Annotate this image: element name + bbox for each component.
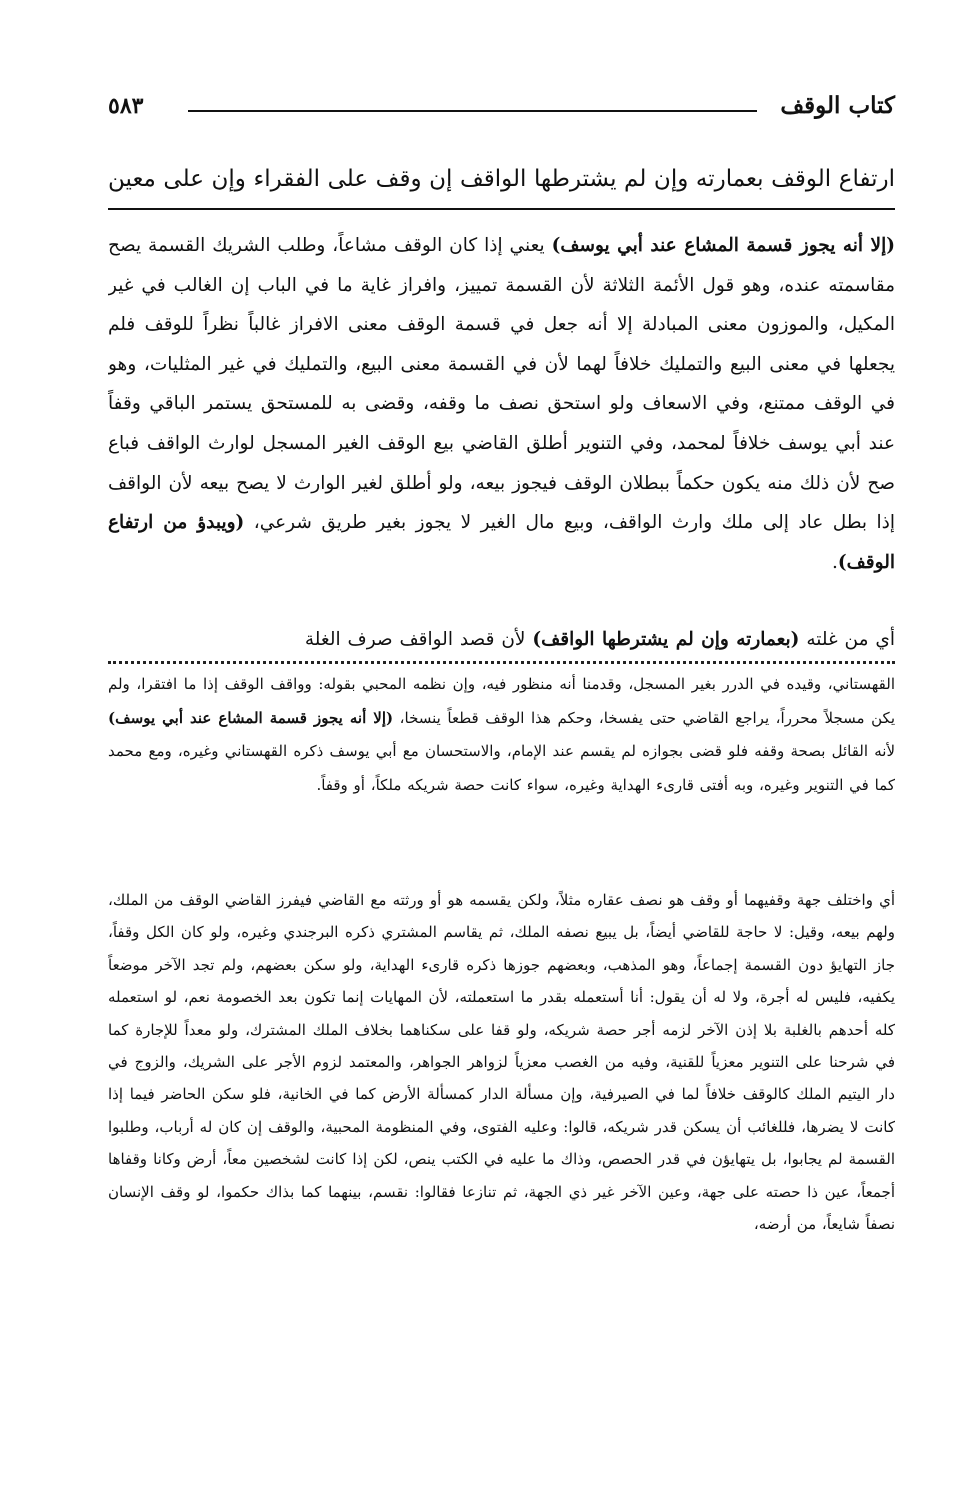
commentary-paragraph-1: [108, 226, 895, 622]
page-header: [108, 86, 895, 126]
footnote-1: [108, 668, 895, 870]
book-title: كتاب الوقف: [780, 92, 895, 119]
footnote-separator: [108, 661, 895, 664]
header-rule: [188, 110, 757, 112]
footnote-2: [108, 884, 895, 1404]
commentary-text: يعني إذا كان الوقف مشاعاً، وطلب الشريك القسمة يصح مقاسمته عنده، وهو قول الأئمة الثلاثة لأن القسمة تمييز، وافراز غاية ما في الباب إن الغالب في غير المكيل، والموزون معنى المبادلة إلا أنه جعل في قسمة الوقف معنى الافراز غالباً نظراً للوقف فلم يجعلها في معنى البيع والتمليك خلافاً لهما لأن في القسمة معنى البيع، والتمليك في غير المثليات، وهو في الوقف ممتنع، وفي الاسعاف ولو استحق نصف ما وقفه، وقضى به للمستحق يستمر الباقي وقفاً عند أبي يوسف خلافاً لمحمد، وفي التنوير أطلق القاضي بيع الوقف الغير المسجل لوارث الواقف فباع صح لأن ذلك منه يكون حكماً ببطلان الوقف فيجوز بيعه، ولو أطلق لغير الوارث لا يصح بيعه لأن الواقف إذا بطل عاد إلى ملك وارث الواقف، وبيع مال الغير لا يجوز بغير طريق شرعي،: [108, 235, 895, 534]
quoted-phrase: (ويبدؤ من ارتفاع الوقف): [108, 512, 895, 573]
footnote-text: لأنه القائل بصحة وقفه فلو قضى بجوازه لم يقسم عند الإمام، والاستحسان مع أبي يوسف ذكره القهستاني وغيره، ومع محمد كما في التنوير وغيره، وبه أفتى قارىء الهداية وغيره، سواء كانت حصة شريكه ملكاً، أو وقفاً.: [108, 742, 895, 794]
page-number: ٥٨٣: [108, 93, 144, 119]
commentary-text: .: [832, 551, 838, 573]
quoted-phrase: (إلا أنه يجوز قسمة المشاع عند أبي يوسف): [108, 708, 394, 727]
footnote-text: أي واختلف جهة وقفيهما أو وقف هو نصف عقاره مثلاً، ولكن يقسمه هو أو ورثته مع القاضي فيفرز القاضي الوقف من الملك، ولهم بيعه، وقيل: لا حاجة للقاضي أيضاً، بل يبيع نصفه الملك، ثم يقاسم المشتري ذكره البرجندي وغيره، ولو كان الكل وقفاً، جاز التهايؤ دون القسمة إجماعاً، وهو المذهب، وبعضهم جوزها ذكره قارىء الهداية، ولو سكن بعضهم، ولم تجد الآخر موضعاً يكفيه، فليس له أجرة، ولا له أن يقول: أنا أستعمله بقدر ما استعملته، لأن المهايات إنما تكون بعد الخصومة نعم، لو استعمله كله أحدهم بالغلبة بلا إذن الآخر لزمه أجر حصة شريكه، ولو قفا على سكناهما بخلاف الملك المشترك، ولو معداً للإجارة كما في شرحنا على التنوير معزياً للقنية، وفيه من الغصب معزياً لزواهر الجواهر، والمعتمد لزوم الأجر على الشريك، والزوج في دار اليتيم الملك كالوقف خلافاً لما في الصيرفية، وإن مسألة الدار كمسألة الأرض كما في الخانية، فلو سكن الحاضر فيما إذا كانت لا يضرها، فللغائب أن يسكن قدر شريكه، قالوا: وعليه الفتوى، وفي المنظومة المحبية، والوقف إن كان له أرباب، وطلبوا القسمة لم يجابوا، بل يتهايؤن في قدر الحصص، وذاك ما عليه في الكتب ينص، لكن إذا كانت لشخصين معاً، أرض وكانا وقفاها أجمعاً، عين ذا حصته على جهة، وعين الآخر غير ذي الجهة، ثم تنازعا فقالوا: نقسم، بينهما كما بذاك حكموا، لو وقف الإنسان نصفاً شايعاً، من أرضه،: [108, 891, 895, 1234]
commentary-text: لأن قصد الواقف صرف الغلة: [304, 629, 533, 650]
quoted-phrase: (إلا أنه يجوز قسمة المشاع عند أبي يوسف): [551, 235, 895, 256]
footnote-text: القهستاني، وقيده في الدرر بغير المسجل، وقدمنا أنه منظور فيه، وإن نظمه المحبي بقوله: وواقف الوقف إذا ما افتقرا، ولم يكن مسجلاً محرراً، يراجع القاضي حتى يفسخا، وحكم هذا الوقف قطعاً ينسخا،: [108, 675, 895, 727]
quoted-phrase: (بعمارته وإن لم يشترطها الواقف): [532, 629, 800, 650]
commentary-text: أي من غلته: [799, 629, 895, 650]
commentary-paragraph-2: [108, 620, 895, 660]
main-text: ارتفاع الوقف بعمارته وإن لم يشترطها الواقف إن وقف على الفقراء وإن على معين: [108, 166, 895, 192]
main-text-rule: [108, 208, 895, 210]
